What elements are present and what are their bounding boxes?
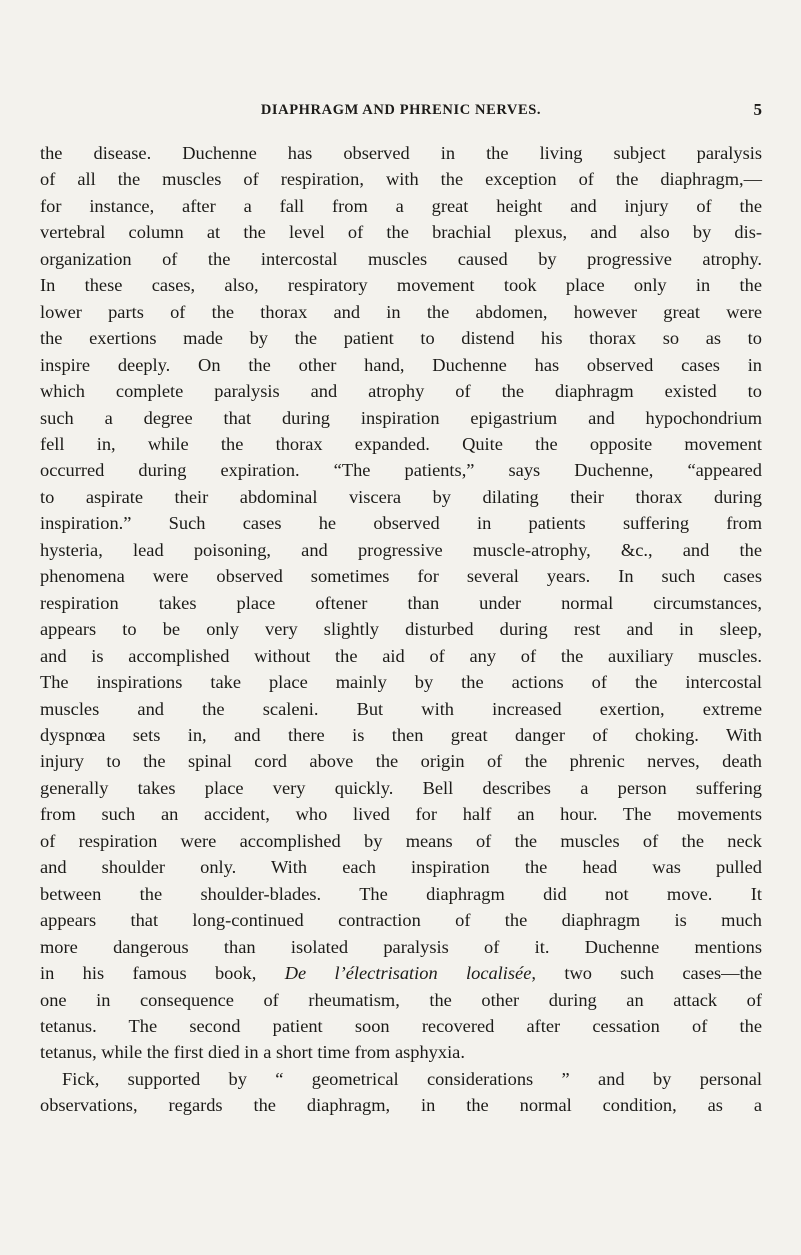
text-line: the exertions made by the patient to distend his thorax so as to — [40, 328, 762, 349]
text-line: lower parts of the thorax and in the abdomen, however great were — [40, 301, 762, 322]
text-line: from such an accident, who lived for half an hour. The movements — [40, 804, 762, 825]
text-line: injury to the spinal cord above the origin of the phrenic nerves, death — [40, 751, 762, 772]
text-line: vertebral column at the level of the brachial plexus, and also by dis- — [40, 222, 762, 243]
running-head — [40, 100, 762, 140]
page-number: 5 — [753, 100, 762, 119]
text-line: The inspirations take place mainly by the actions of the intercostal — [40, 672, 762, 693]
text-line: to aspirate their abdominal viscera by dilating their thorax during — [40, 486, 762, 507]
text-line: hysteria, lead poisoning, and progressive muscle-atrophy, &c., and the — [40, 539, 762, 560]
text-line: observations, regards the diaphragm, in the normal condition, as a — [40, 1095, 762, 1116]
text-line: inspiration.” Such cases he observed in patients suffering from — [40, 513, 762, 534]
text-line: muscles and the scaleni. But with increased exertion, extreme — [40, 698, 762, 719]
text-line: dyspnœa sets in, and there is then great danger of choking. With — [40, 724, 762, 745]
text-line: the disease. Duchenne has observed in the living subject paralysis — [40, 143, 762, 163]
text-fragment: in his famous book, — [40, 963, 285, 984]
text-line: appears to be only very slightly disturbed during rest and in sleep, — [40, 619, 762, 640]
text-line: phenomena were observed sometimes for several years. In such cases — [40, 566, 762, 587]
text-line: for instance, after a fall from a great height and injury of the — [40, 195, 762, 216]
book-page — [40, 100, 762, 1119]
book-title: De l’électrisation localisée, — [284, 963, 536, 984]
body-text — [40, 140, 762, 1119]
text-line: fell in, while the thorax expanded. Quite the opposite movement — [40, 433, 762, 454]
text-line: In these cases, also, respiratory movement took place only in the — [40, 275, 762, 296]
text-line: between the shoulder-blades. The diaphragm did not move. It — [40, 883, 762, 904]
text-line: and is accomplished without the aid of any of the auxiliary muscles. — [40, 645, 762, 666]
text-line: tetanus. The second patient soon recovered after cessation of the — [40, 1015, 762, 1036]
text-line: of all the muscles of respiration, with the exception of the diaphragm,— — [40, 169, 762, 190]
text-line: tetanus, while the first died in a short time from asphyxia. — [40, 1042, 465, 1063]
running-title: DIAPHRAGM AND PHRENIC NERVES. — [260, 102, 542, 118]
text-line: such a degree that during inspiration epigastrium and hypochondrium — [40, 407, 762, 428]
text-line: inspire deeply. On the other hand, Duchenne has observed cases in — [40, 354, 762, 375]
paragraph-start-line: Fick, supported by “ geometrical considerations ” and by personal — [62, 1068, 762, 1089]
text-line: which complete paralysis and atrophy of the diaphragm existed to — [40, 381, 762, 402]
text-line: organization of the intercostal muscles caused by progressive atrophy. — [40, 248, 762, 269]
text-line: occurred during expiration. “The patients,” says Duchenne, “appeared — [40, 460, 762, 481]
text-line: one in consequence of rheumatism, the other during an attack of — [40, 989, 762, 1010]
text-line: generally takes place very quickly. Bell describes a person suffering — [40, 777, 762, 798]
text-line: more dangerous than isolated paralysis of it. Duchenne mentions — [40, 936, 762, 957]
text-line: and shoulder only. With each inspiration the head was pulled — [40, 857, 762, 878]
text-line: respiration takes place oftener than under normal circumstances, — [40, 592, 762, 613]
text-line-with-book-title — [40, 960, 762, 986]
text-fragment: two such cases—the — [535, 963, 762, 984]
text-line: appears that long-continued contraction of the diaphragm is much — [40, 910, 762, 931]
text-line: of respiration were accomplished by means of the muscles of the neck — [40, 830, 762, 851]
